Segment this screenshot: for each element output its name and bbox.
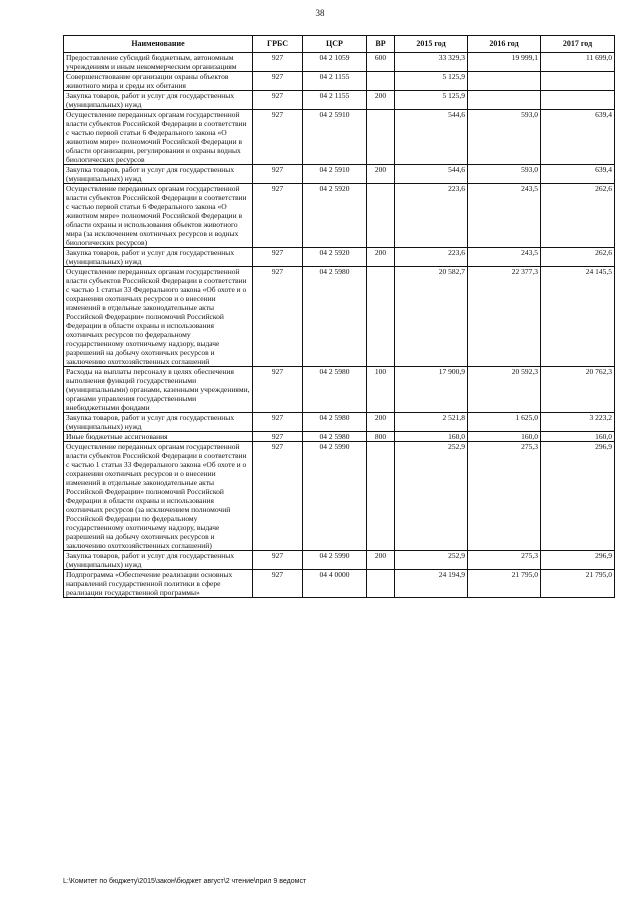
cell-name: Предоставление субсидий бюджетным, автономным учреждениям и иным некоммерческим организациям	[64, 53, 253, 72]
cell-grbs: 927	[253, 367, 303, 413]
cell-csr: 04 4 0000	[303, 570, 367, 598]
table-row	[64, 432, 615, 442]
cell-2015: 223,6	[395, 184, 468, 248]
cell-name: Закупка товаров, работ и услуг для государственных (муниципальных) нужд	[64, 413, 253, 432]
column-header-csr: ЦСР	[303, 36, 367, 53]
table-row	[64, 72, 615, 91]
cell-csr: 04 2 5910	[303, 110, 367, 165]
cell-2015: 2 521,8	[395, 413, 468, 432]
cell-2015: 544,6	[395, 165, 468, 184]
cell-2016: 275,3	[468, 442, 541, 551]
cell-name: Закупка товаров, работ и услуг для государственных (муниципальных) нужд	[64, 165, 253, 184]
cell-2017: 24 145,5	[541, 267, 615, 367]
cell-2017: 11 699,0	[541, 53, 615, 72]
cell-vr: 100	[367, 367, 395, 413]
file-path-footer: L:\Комитет по бюджету\2015\закон\бюджет август\2 чтение\прил 9 ведомст	[63, 878, 307, 885]
cell-vr	[367, 570, 395, 598]
table-row	[64, 53, 615, 72]
table-body	[64, 53, 615, 598]
cell-grbs: 927	[253, 267, 303, 367]
cell-2016: 593,0	[468, 165, 541, 184]
cell-csr: 04 2 5980	[303, 432, 367, 442]
cell-csr: 04 2 1059	[303, 53, 367, 72]
cell-2016: 19 999,1	[468, 53, 541, 72]
cell-vr: 200	[367, 165, 395, 184]
cell-grbs: 927	[253, 110, 303, 165]
cell-name: Расходы на выплаты персоналу в целях обеспечения выполнения функций государственными (муниципальными) органами, казенными учреждениями, органами управления государственными внебюджетными фондами	[64, 367, 253, 413]
column-header-vr: ВР	[367, 36, 395, 53]
cell-name: Иные бюджетные ассигнования	[64, 432, 253, 442]
cell-grbs: 927	[253, 165, 303, 184]
cell-2016: 243,5	[468, 248, 541, 267]
column-header-2017: 2017 год	[541, 36, 615, 53]
cell-2015: 33 329,3	[395, 53, 468, 72]
cell-2015: 5 125,9	[395, 91, 468, 110]
cell-name: Подпрограмма «Обеспечение реализации основных направлений государственной политики в сфере реализации государственной программы»	[64, 570, 253, 598]
cell-2017: 262,6	[541, 248, 615, 267]
cell-grbs: 927	[253, 442, 303, 551]
cell-2015: 24 194,9	[395, 570, 468, 598]
cell-2016: 1 625,0	[468, 413, 541, 432]
cell-2017	[541, 72, 615, 91]
cell-csr: 04 2 1155	[303, 72, 367, 91]
cell-2017: 3 223,2	[541, 413, 615, 432]
cell-2017: 262,6	[541, 184, 615, 248]
table-header-row	[64, 36, 615, 53]
cell-vr	[367, 72, 395, 91]
cell-2016	[468, 72, 541, 91]
cell-2016: 22 377,3	[468, 267, 541, 367]
budget-table	[63, 35, 615, 598]
cell-vr: 600	[367, 53, 395, 72]
cell-name: Совершенствование организации охраны объектов животного мира и среды их обитания	[64, 72, 253, 91]
cell-vr	[367, 267, 395, 367]
table-row	[64, 248, 615, 267]
cell-name: Осуществление переданных органам государственной власти субъектов Российской Федерации в соответствии с частью первой статьи 6 Федерального закона «О животном мире» полномочий Российской Федерации в области организации, регулирования и охраны водных биологических ресурсов	[64, 110, 253, 165]
cell-2017: 160,0	[541, 432, 615, 442]
cell-2015: 20 582,7	[395, 267, 468, 367]
table-row	[64, 413, 615, 432]
cell-2017	[541, 91, 615, 110]
cell-name: Закупка товаров, работ и услуг для государственных (муниципальных) нужд	[64, 248, 253, 267]
column-header-name: Наименование	[64, 36, 253, 53]
cell-vr: 200	[367, 248, 395, 267]
cell-2015: 223,6	[395, 248, 468, 267]
cell-2017: 639,4	[541, 165, 615, 184]
cell-grbs: 927	[253, 432, 303, 442]
column-header-2016: 2016 год	[468, 36, 541, 53]
cell-2017: 639,4	[541, 110, 615, 165]
cell-2016: 243,5	[468, 184, 541, 248]
cell-2017: 21 795,0	[541, 570, 615, 598]
table-row	[64, 367, 615, 413]
cell-csr: 04 2 5920	[303, 184, 367, 248]
cell-grbs: 927	[253, 53, 303, 72]
cell-grbs: 927	[253, 551, 303, 570]
table-row	[64, 570, 615, 598]
cell-csr: 04 2 5920	[303, 248, 367, 267]
table-row	[64, 165, 615, 184]
table-row	[64, 267, 615, 367]
cell-2016: 593,0	[468, 110, 541, 165]
cell-2017: 20 762,3	[541, 367, 615, 413]
cell-csr: 04 2 5980	[303, 367, 367, 413]
cell-vr	[367, 442, 395, 551]
cell-csr: 04 2 5990	[303, 551, 367, 570]
page-number: 38	[315, 8, 325, 18]
cell-name: Закупка товаров, работ и услуг для государственных (муниципальных) нужд	[64, 91, 253, 110]
cell-vr	[367, 110, 395, 165]
cell-vr: 200	[367, 413, 395, 432]
cell-name: Закупка товаров, работ и услуг для государственных (муниципальных) нужд	[64, 551, 253, 570]
cell-csr: 04 2 5980	[303, 413, 367, 432]
table-row	[64, 91, 615, 110]
cell-2015: 252,9	[395, 442, 468, 551]
cell-grbs: 927	[253, 248, 303, 267]
cell-csr: 04 2 1155	[303, 91, 367, 110]
cell-grbs: 927	[253, 184, 303, 248]
cell-name: Осуществление переданных органам государственной власти субъектов Российской Федерации в соответствии с частью 1 статьи 33 Федерального закона «Об охоте и о сохранении охотничьих ресурсов и о внесении изменений в отдельные законодательные акты Российской Федерации» полномочий Российской Федерации в области охраны и использования охотничьих ресурсов (за исключением полномочий Российской Федерации по федеральному государственному охотничьему надзору, выдаче разрешений на добычу охотничьих ресурсов и заключению охотхозяйственных соглашений)	[64, 442, 253, 551]
cell-name: Осуществление переданных органам государственной власти субъектов Российской Федерации в соответствии с частью 1 статьи 33 Федерального закона «Об охоте и о сохранении охотничьих ресурсов и о внесении изменений в отдельные законодательные акты Российской Федерации» полномочий Российской Федерации в области охраны и использования охотничьих ресурсов по федеральному государственному охотничьему надзору, выдаче разрешений на добычу охотничьих ресурсов и заключению охотхозяйственных соглашений	[64, 267, 253, 367]
table-row	[64, 110, 615, 165]
cell-2016: 20 592,3	[468, 367, 541, 413]
cell-grbs: 927	[253, 570, 303, 598]
cell-grbs: 927	[253, 413, 303, 432]
cell-2015: 17 900,9	[395, 367, 468, 413]
cell-csr: 04 2 5910	[303, 165, 367, 184]
cell-2016: 275,3	[468, 551, 541, 570]
table-row	[64, 442, 615, 551]
cell-2016	[468, 91, 541, 110]
cell-grbs: 927	[253, 91, 303, 110]
cell-2015: 252,9	[395, 551, 468, 570]
cell-grbs: 927	[253, 72, 303, 91]
column-header-grbs: ГРБС	[253, 36, 303, 53]
cell-2015: 160,0	[395, 432, 468, 442]
cell-2017: 296,9	[541, 442, 615, 551]
column-header-2015: 2015 год	[395, 36, 468, 53]
table-row	[64, 551, 615, 570]
cell-2016: 21 795,0	[468, 570, 541, 598]
cell-name: Осуществление переданных органам государственной власти субъектов Российской Федерации в соответствии с частью первой статьи 6 Федерального закона «О животном мире» полномочий Российской Федерации в области охраны и использования объектов животного мира (за исключением охотничьих ресурсов и водных биологических ресурсов)	[64, 184, 253, 248]
cell-csr: 04 2 5980	[303, 267, 367, 367]
cell-2017: 296,9	[541, 551, 615, 570]
cell-2016: 160,0	[468, 432, 541, 442]
cell-csr: 04 2 5990	[303, 442, 367, 551]
table-row	[64, 184, 615, 248]
cell-2015: 5 125,9	[395, 72, 468, 91]
cell-vr: 200	[367, 91, 395, 110]
cell-vr: 200	[367, 551, 395, 570]
cell-2015: 544,6	[395, 110, 468, 165]
cell-vr	[367, 184, 395, 248]
cell-vr: 800	[367, 432, 395, 442]
